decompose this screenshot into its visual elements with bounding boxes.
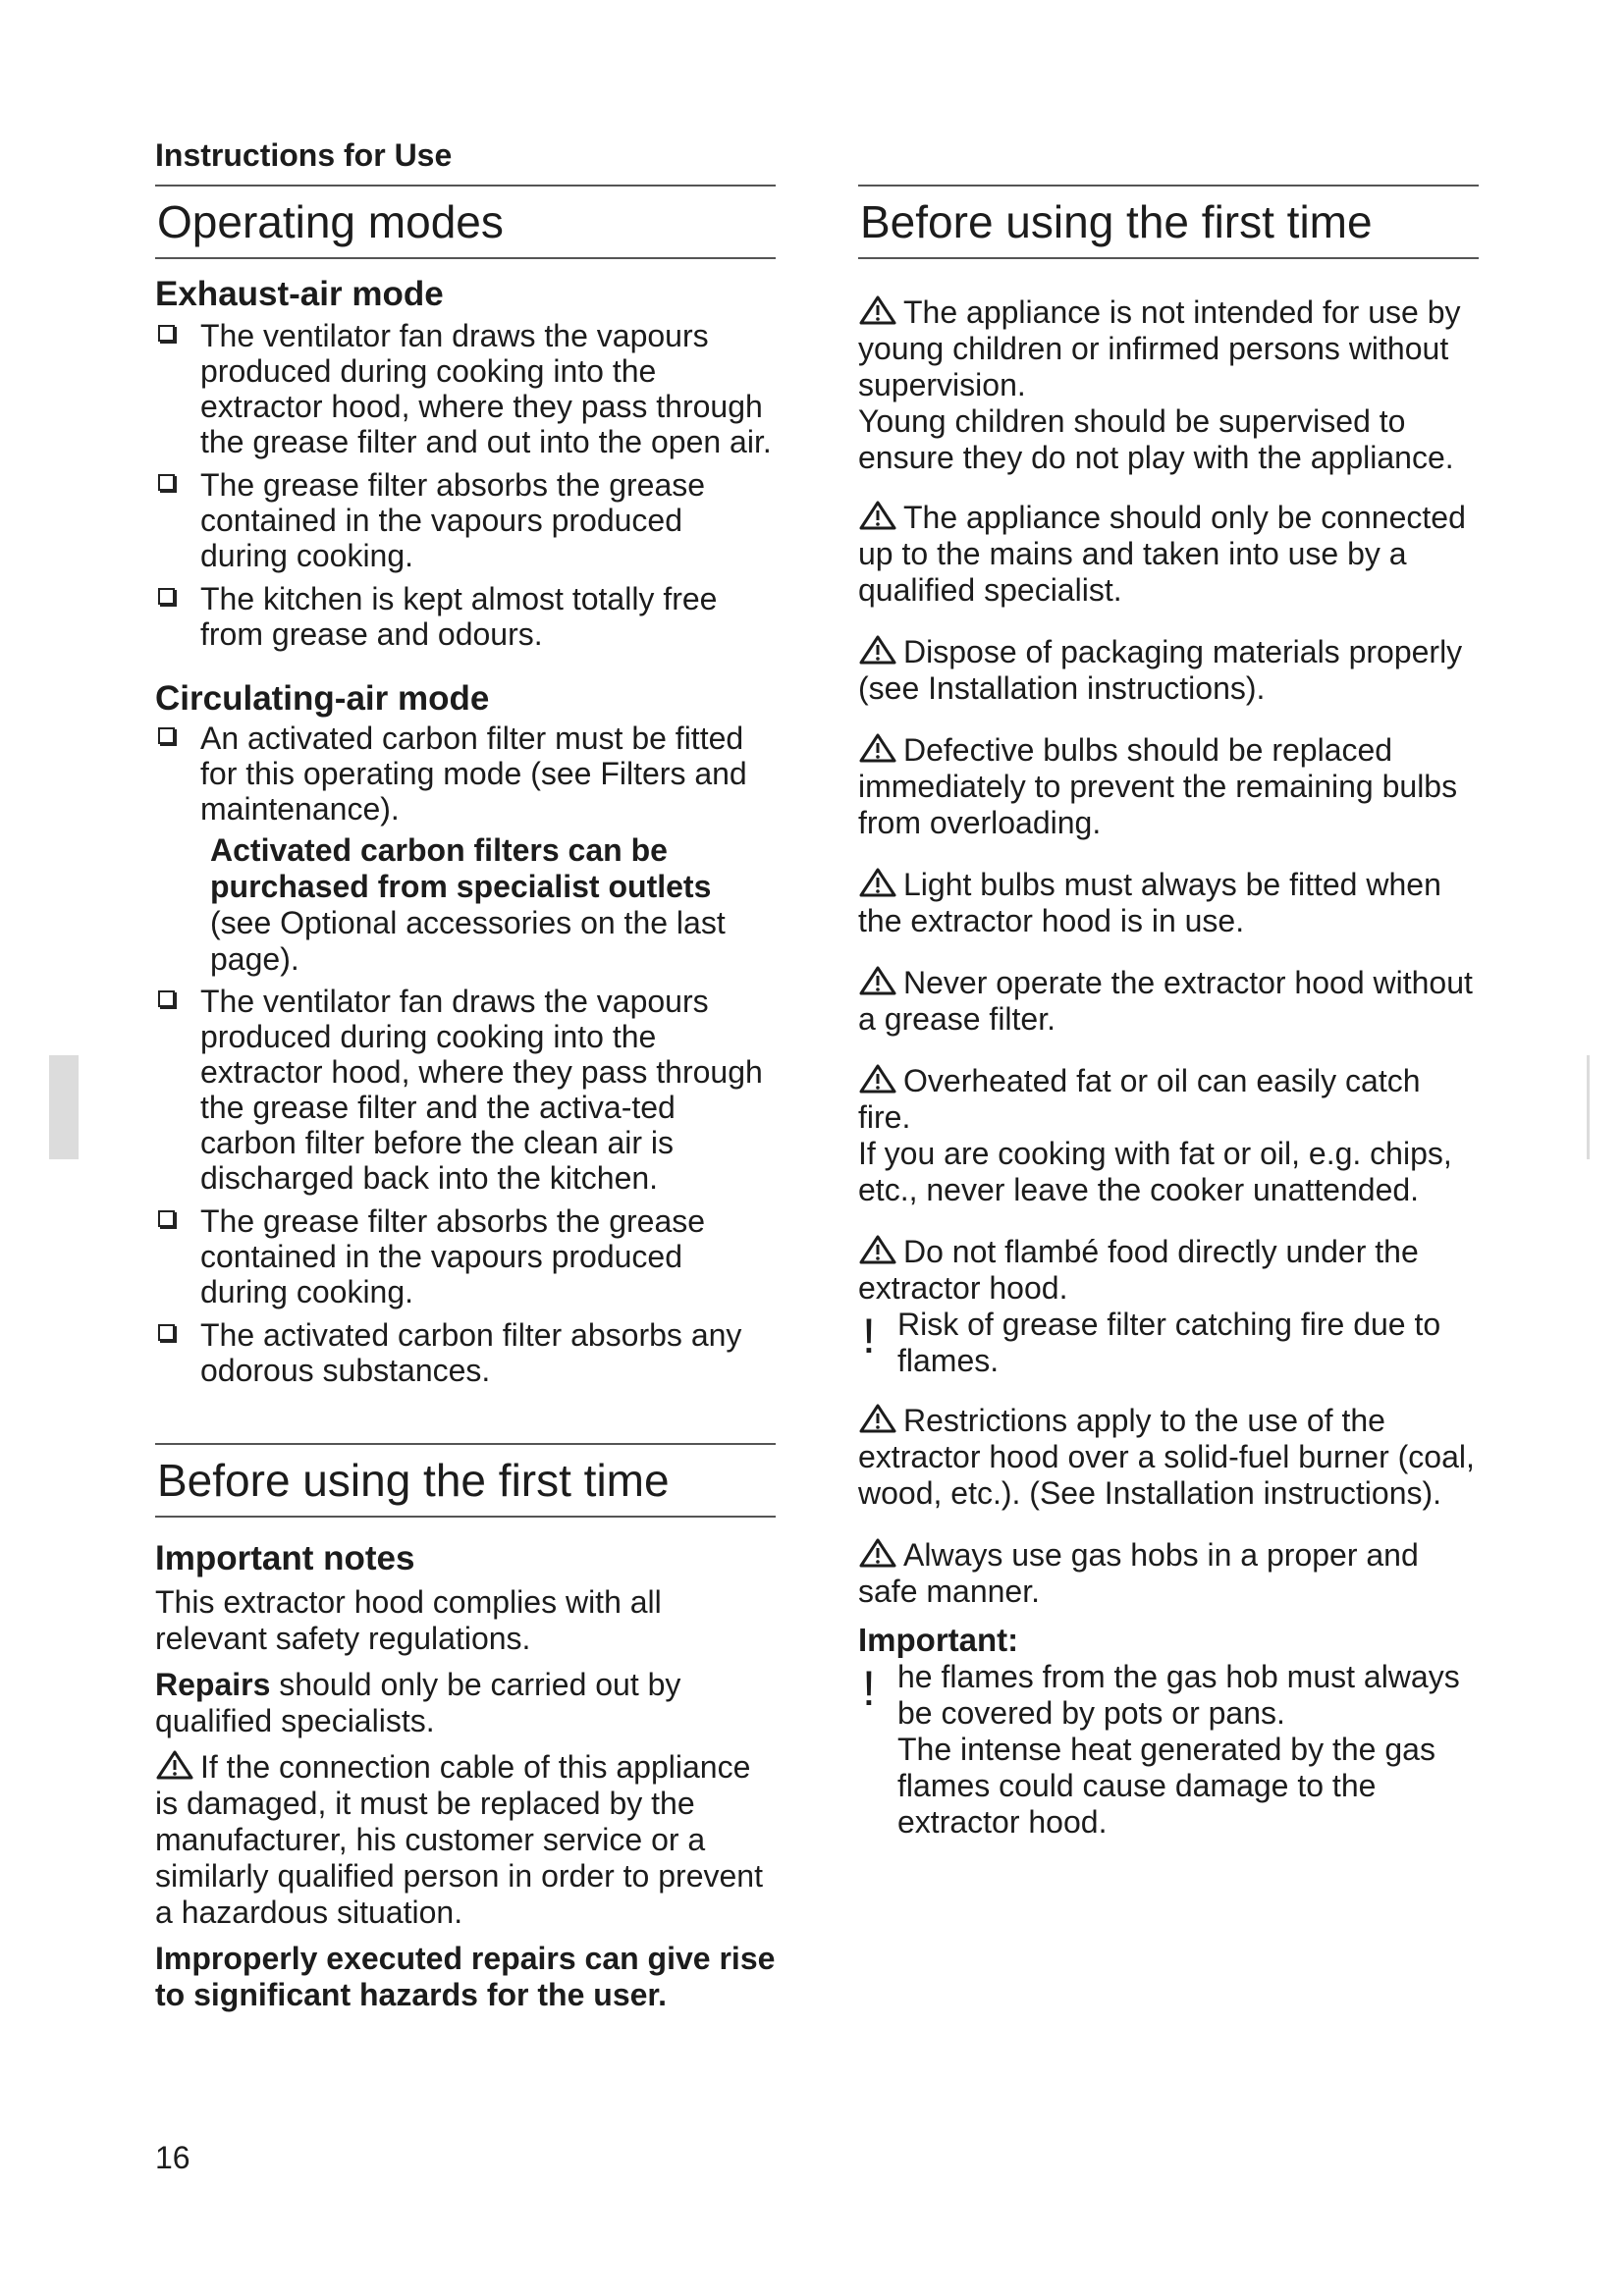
warning-block-10: Always use gas hobs in a proper and safe manner. (858, 1537, 1419, 1609)
heat-damage-note: The intense heat generated by the gas flames could cause damage to the extractor hood. (897, 1732, 1435, 1840)
exclamation-icon: ! (862, 1308, 876, 1363)
checkbox-bullet-icon (158, 1210, 175, 1227)
checkbox-bullet-icon (158, 474, 175, 491)
list-item: The ventilator fan draws the vapours produced during cooking into the extractor hood, where they pass through the grease filter and out into the open air. (155, 318, 776, 459)
warning-triangle-icon (858, 1403, 897, 1434)
warning-block-4: Defective bulbs should be replaced immediately to prevent the remaining bulbs from overloading. (858, 732, 1458, 840)
warning-triangle-icon (155, 1749, 194, 1781)
warning-block-3: Dispose of packaging materials properly (see Installation instructions). (858, 634, 1463, 706)
improper-repairs-text: Improperly executed repairs can give rise to significant hazards for the user. (155, 1941, 776, 2012)
compliance-text: This extractor hood complies with all relevant safety regulations. (155, 1584, 662, 1656)
page-number: 16 (155, 2140, 190, 2175)
circulating-list (155, 721, 776, 827)
before-first-use-title: Before using the first time (155, 1443, 776, 1518)
before-first-use-title-right: Before using the first time (858, 185, 1479, 259)
list-item: The kitchen is kept almost totally free from grease and odours. (155, 581, 776, 652)
left-column (155, 185, 776, 2013)
warning-block-8: Do not flambé food directly under the extractor hood. ! Risk of grease filter catching fire due to flames. (858, 1234, 1479, 1379)
exhaust-air-heading: Exhaust-air mode (155, 275, 444, 313)
warning-block-5: Light bulbs must always be fitted when the extractor hood is in use. (858, 867, 1441, 938)
gas-flame-note: ! he flames from the gas hob must always be covered by pots or pans. (862, 1659, 1460, 1731)
warning-block-2: The appliance should only be connected up to the mains and taken into use by a qualified specialist. (858, 500, 1466, 608)
checkbox-bullet-icon (158, 1324, 175, 1341)
important-notes-heading: Important notes (155, 1539, 415, 1577)
page-edge-tab (49, 1055, 79, 1159)
exhaust-list (155, 318, 776, 652)
warning-block-7: Overheated fat or oil can easily catch fire. If you are cooking with fat or oil, e.g. chips, etc., never leave the cooker unattended. (858, 1063, 1452, 1207)
fire-risk-note: ! Risk of grease filter catching fire due to flames. (862, 1307, 1441, 1378)
warning-triangle-icon (858, 294, 897, 326)
important-label: Important: (858, 1622, 1019, 1658)
checkbox-bullet-icon (158, 588, 175, 605)
exclamation-icon: ! (862, 1661, 876, 1716)
list-item: An activated carbon filter must be fitted for this operating mode (see Filters and maintenance). (155, 721, 776, 827)
running-header: Instructions for Use (155, 137, 453, 173)
warning-triangle-icon (858, 867, 897, 898)
warning-triangle-icon (858, 634, 897, 666)
carbon-filter-note: Activated carbon filters can be purchased from specialist outlets (see Optional accessories on the last page). (210, 832, 726, 977)
warning-triangle-icon (858, 500, 897, 531)
warning-triangle-icon (858, 1234, 897, 1265)
checkbox-bullet-icon (158, 727, 175, 744)
warning-block-1: The appliance is not intended for use by young children or infirmed persons without supervision. Young children should be supervised to ensure they do not play with the appliance. (858, 294, 1461, 475)
operating-modes-title: Operating modes (155, 185, 776, 259)
repairs-text: Repairs should only be carried out by qualified specialists. (155, 1667, 681, 1738)
checkbox-bullet-icon (158, 990, 175, 1007)
warning-triangle-icon (858, 1537, 897, 1569)
checkbox-bullet-icon (158, 325, 175, 342)
circulating-air-heading: Circulating-air mode (155, 679, 490, 718)
warning-triangle-icon (858, 965, 897, 996)
warning-block-6: Never operate the extractor hood without a grease filter. (858, 965, 1473, 1037)
circulating-list-2 (155, 984, 776, 1388)
list-item: The activated carbon filter absorbs any odorous substances. (155, 1317, 776, 1388)
warning-triangle-icon (858, 732, 897, 764)
list-item: The ventilator fan draws the vapours produced during cooking into the extractor hood, where they pass through the grease filter and the activa-ted carbon filter before the clean air is discharged back into the kitchen. (155, 984, 776, 1196)
right-column (858, 185, 1479, 1841)
warning-block-9: Restrictions apply to the use of the extractor hood over a solid-fuel burner (coal, wood, etc.). (See Installation instructions). (858, 1403, 1475, 1511)
list-item: The grease filter absorbs the grease contained in the vapours produced during cooking. (155, 1203, 776, 1309)
list-item: The grease filter absorbs the grease contained in the vapours produced during cooking. (155, 467, 776, 573)
page-edge-tab-right (1587, 1055, 1590, 1159)
cable-warning-text: If the connection cable of this appliance is damaged, it must be replaced by the manufacturer, his customer service or a similarly qualified person in order to prevent a hazardous situation. (155, 1749, 763, 1930)
warning-triangle-icon (858, 1063, 897, 1095)
